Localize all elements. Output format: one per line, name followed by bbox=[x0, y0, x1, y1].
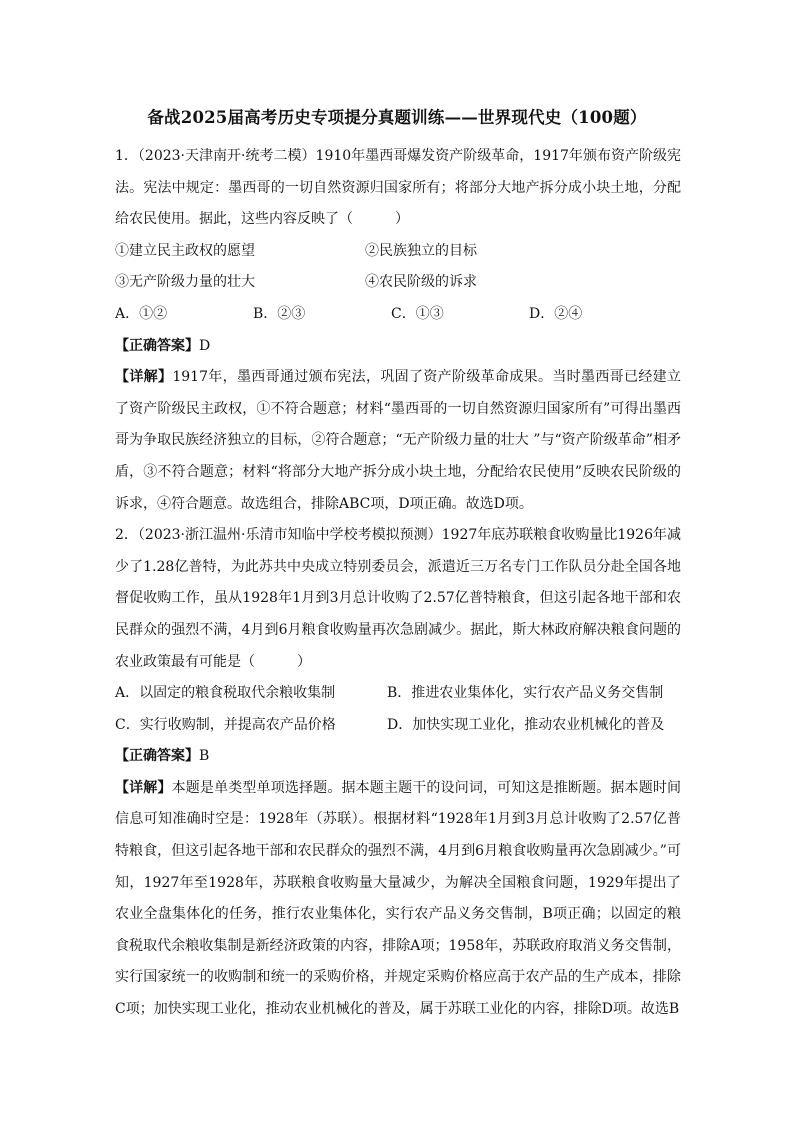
question-2-option-a: A．以固定的粮食税取代余粮收集制 bbox=[115, 685, 336, 702]
question-1-option-d: D．②④ bbox=[529, 305, 583, 322]
question-2-answer bbox=[115, 741, 681, 773]
question-2-option-c: C．实行收购制，并提高农产品价格 bbox=[115, 716, 336, 733]
question-1-item-4: ④农民阶级的诉求 bbox=[365, 274, 477, 291]
question-2-options-row-1 bbox=[115, 678, 681, 710]
question-1-item-1: ①建立民主政权的愿望 bbox=[115, 242, 255, 259]
detail-text: 本题是单类型单项选择题。据本题主题干的设问词，可知这是推断题。据本题时间信息可知准确时空是：1928年（苏联）。根据材料“1928年1月到3月总计收购了2.57亿普特粮食，但这引起各地干部和农民群众的强烈不满，4月到6月粮食收购量再次急剧减少。”可知，1927年至1928年，苏联粮食收购量大量减少，为解决全国粮食问题，1929年提出了农业全盘集体化的任务，推行农业集体化，实行农产品义务交售制，B项正确；以固定的粮食税取代余粮收集制是新经济政策的内容，排除A项；1958年，苏联政府取消义务交售制，实行国家统一的收购制和统一的采购价格，并规定采购价格应高于农产品的生产成本，排除C项；加快实现工业化，推动农业机械化的普及，属于苏联工业化的内容，排除D项。故选B bbox=[115, 779, 682, 1018]
answer-label: 【正确答案】 bbox=[115, 337, 199, 354]
document-body bbox=[115, 141, 681, 1026]
question-1-item-3: ③无产阶级力量的壮大 bbox=[115, 274, 255, 291]
question-1-options bbox=[115, 299, 681, 331]
question-1-answer bbox=[115, 331, 681, 363]
document-title: 备战2025届高考历史专项提分真题训练——世界现代史（100题） bbox=[147, 108, 647, 127]
answer-value: D bbox=[199, 337, 211, 354]
question-1-stem: 1．（2023·天津南开·统考二模）1910年墨西哥爆发资产阶级革命，1917年颁布资产阶级宪法。宪法中规定：墨西哥的一切自然资源归国家所有；将部分大地产拆分成小块土地，分配给农民使用。据此，这些内容反映了（ ） bbox=[115, 148, 681, 228]
question-2-detail bbox=[115, 773, 681, 1026]
question-2-options-row-2 bbox=[115, 710, 681, 742]
question-2-option-b: B．推进农业集体化，实行农产品义务交售制 bbox=[387, 685, 664, 702]
detail-text: 1917年，墨西哥通过颁布宪法，巩固了资产阶级革命成果。当时墨西哥已经建立了资产阶级民主政权，①不符合题意；材料“墨西哥的一切自然资源归国家所有”可得出墨西哥为争取民族经济独立的目标，②符合题意；“无产阶级力量的壮大 ”与“资产阶级革命”相矛盾，③不符合题意；材料“将部分大地产拆分成小块土地，分配给农民使用”反映农民阶级的诉求，④符合题意。故选组合，排除ABC项，D项正确。故选D项。 bbox=[115, 369, 681, 512]
detail-label: 【详解】 bbox=[115, 779, 172, 796]
question-1-item-2: ②民族独立的目标 bbox=[365, 242, 477, 259]
question-1-items-row-1 bbox=[115, 236, 681, 268]
question-2-stem: 2．（2023·浙江温州·乐清市知临中学校考模拟预测）1927年底苏联粮食收购量比1926年减少了1.28亿普特，为此苏共中央成立特别委员会，派遣近三万名专门工作队员分赴全国各地督促收购工作，虽从1928年1月到3月总计收购了2.57亿普特粮食，但这引起各地干部和农民群众的强烈不满，4月到6月粮食收购量再次急剧减少。据此，斯大林政府解决粮食问题的农业政策最有可能是（ ） bbox=[115, 527, 681, 670]
answer-value: B bbox=[199, 748, 210, 765]
question-1-option-b: B．②③ bbox=[253, 305, 306, 322]
answer-label: 【正确答案】 bbox=[115, 748, 199, 765]
detail-label: 【详解】 bbox=[115, 369, 173, 386]
question-1-items-row-2 bbox=[115, 267, 681, 299]
question-1-option-a: A．①② bbox=[115, 305, 168, 322]
question-2-option-d: D．加快实现工业化，推动农业机械化的普及 bbox=[387, 716, 665, 733]
question-1-detail bbox=[115, 362, 681, 520]
question-1-option-c: C．①③ bbox=[391, 305, 444, 322]
